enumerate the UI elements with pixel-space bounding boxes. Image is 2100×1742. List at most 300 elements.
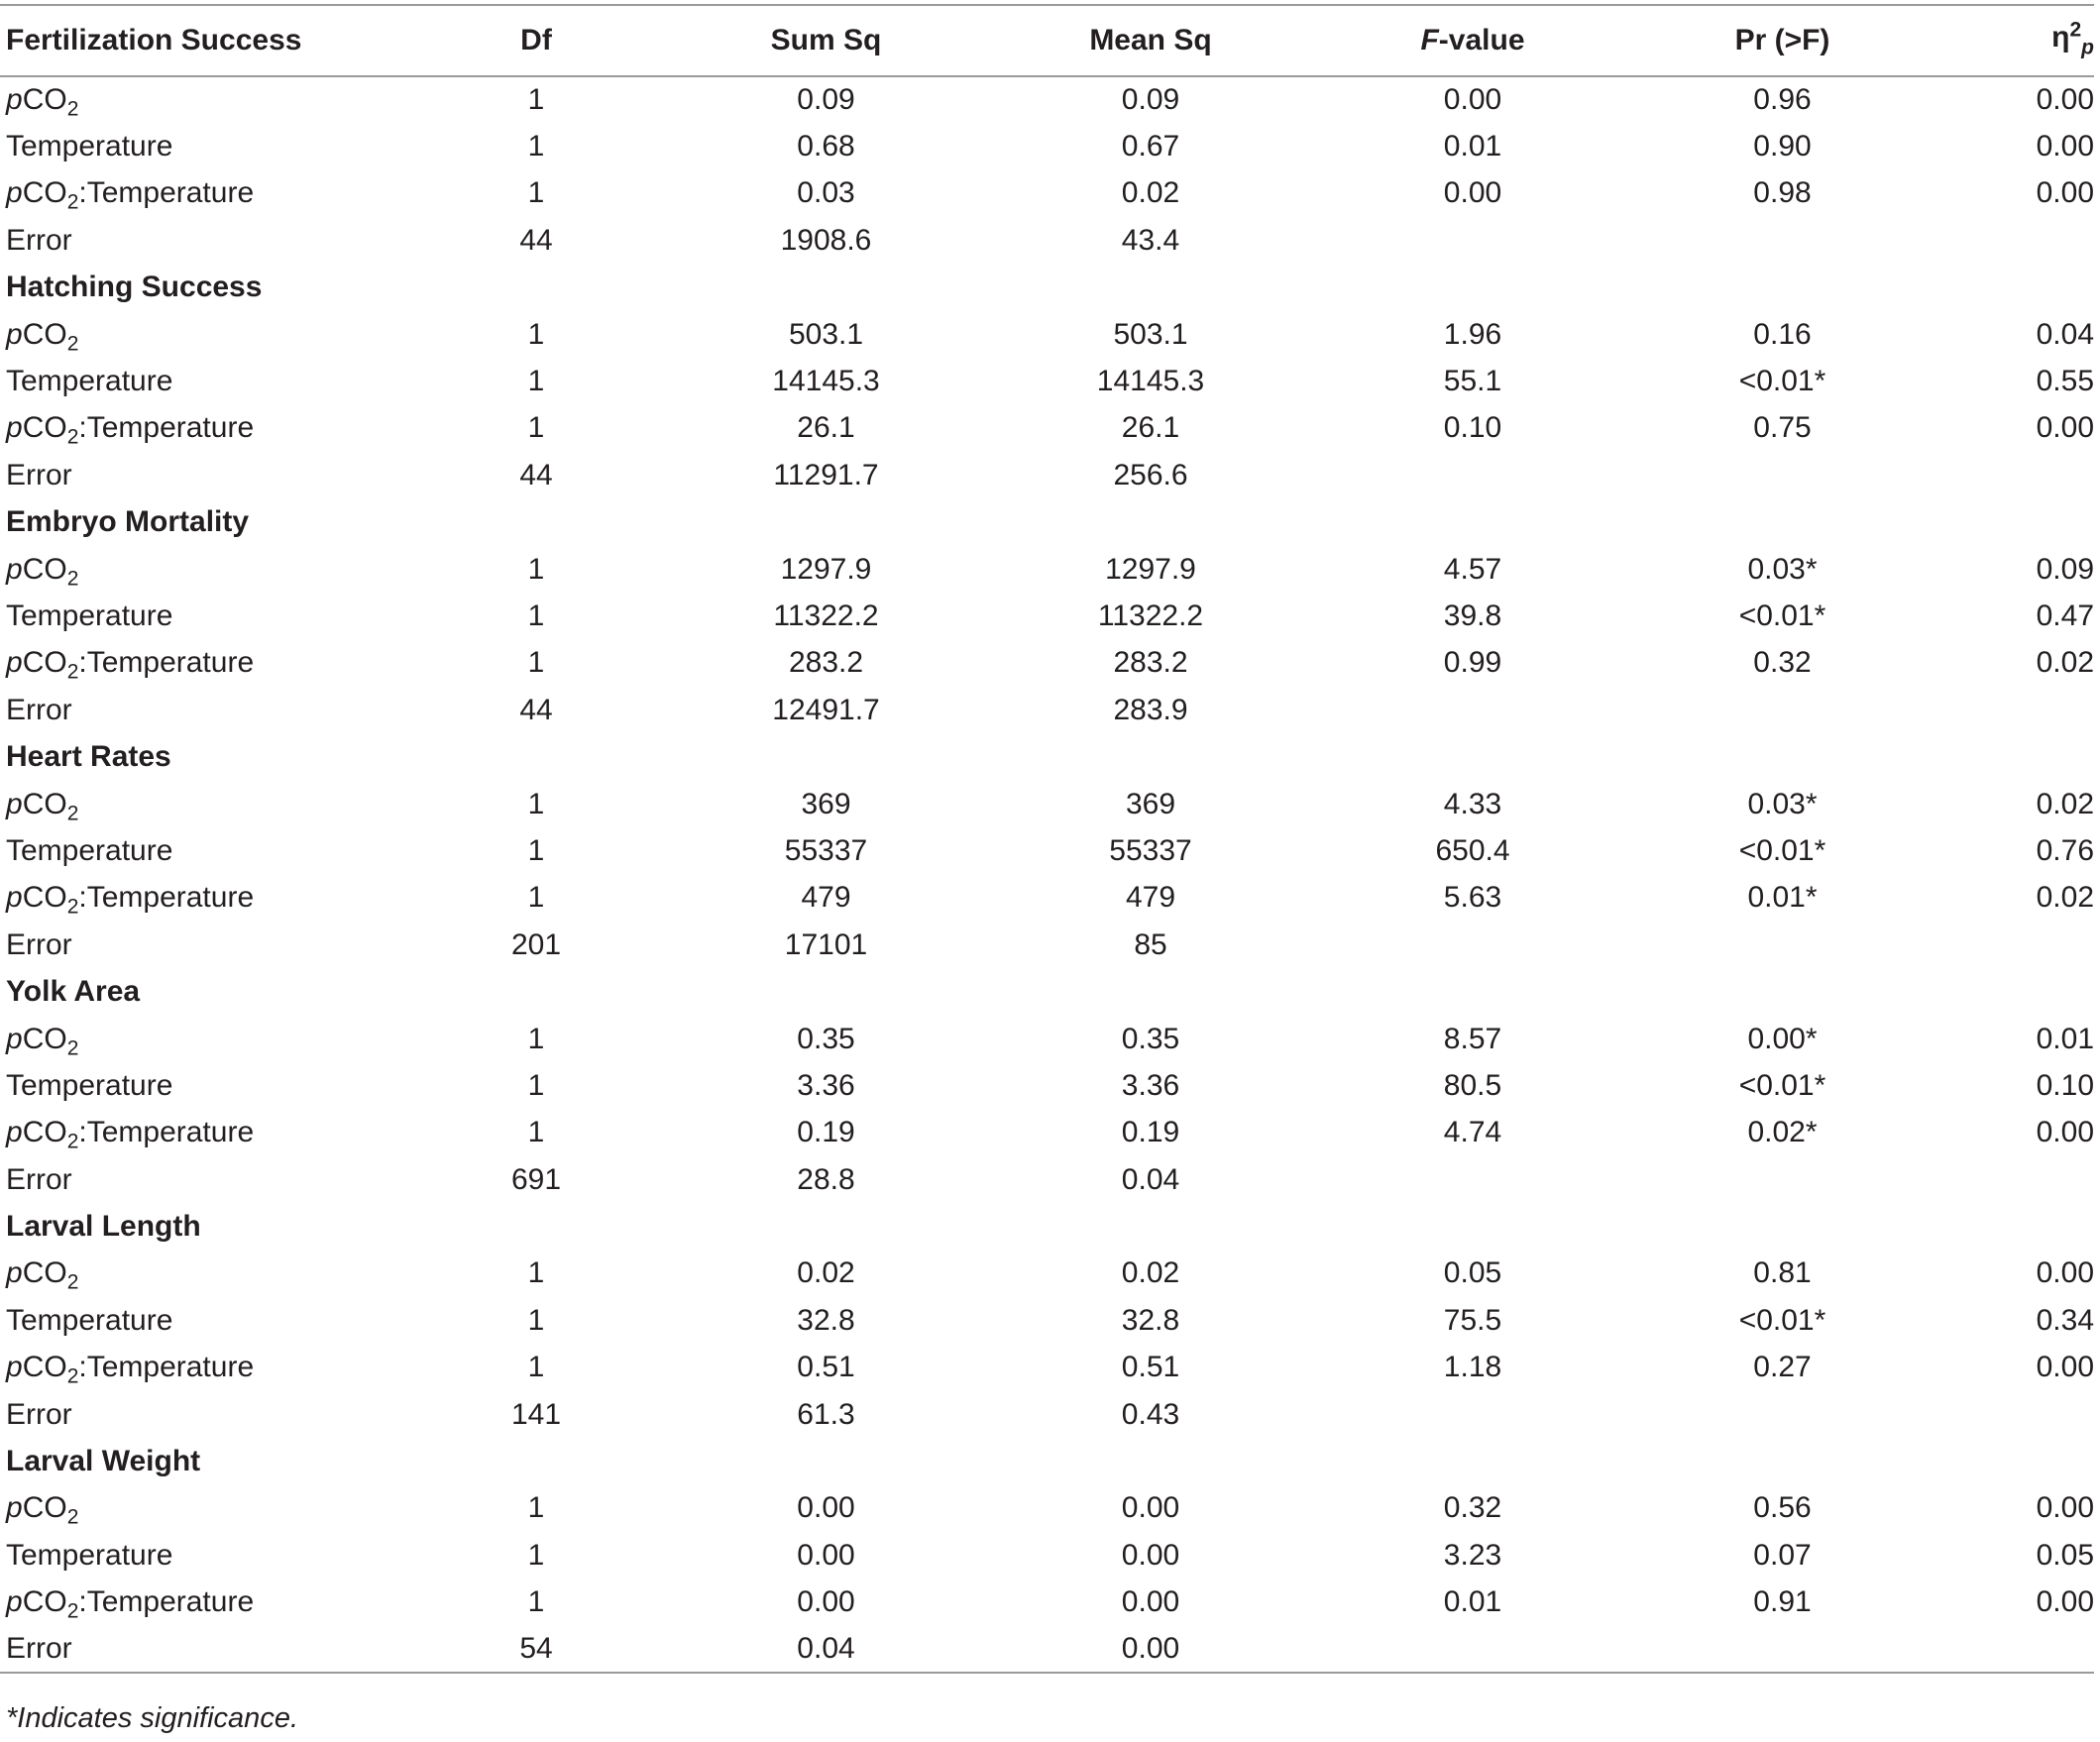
mean-sq-cell: 283.9 bbox=[1113, 693, 1188, 726]
term-subscript-2: 2 bbox=[66, 566, 79, 590]
table-row bbox=[0, 1156, 2094, 1203]
term-co: CO bbox=[22, 176, 67, 210]
pr-f-cell: 0.98 bbox=[1753, 176, 1812, 210]
eta-cell bbox=[1919, 1626, 2094, 1673]
sum-sq-cell: 1297.9 bbox=[780, 552, 872, 586]
term-interaction-suffix: :Temperature bbox=[78, 411, 255, 445]
df-cell: 1 bbox=[527, 646, 545, 680]
eta-cell: 0.47 bbox=[2036, 599, 2094, 632]
f-value-cell bbox=[1299, 1391, 1646, 1438]
f-value-cell: 4.74 bbox=[1443, 1116, 1502, 1149]
term-subscript-2: 2 bbox=[66, 801, 79, 824]
table-row bbox=[0, 922, 2094, 968]
term-subscript-2: 2 bbox=[66, 190, 79, 214]
group-title: Heart Rates bbox=[6, 740, 171, 774]
term-p-prefix: p bbox=[6, 1116, 23, 1149]
df-cell: 691 bbox=[510, 1162, 562, 1196]
term-subscript-2: 2 bbox=[66, 1270, 79, 1294]
pr-f-cell: 0.27 bbox=[1753, 1351, 1812, 1384]
table-row bbox=[0, 827, 2094, 874]
sum-sq-cell: 0.02 bbox=[797, 1256, 855, 1290]
df-cell: 1 bbox=[527, 787, 545, 820]
term-co: CO bbox=[22, 1022, 67, 1055]
group-header-row bbox=[0, 1438, 2094, 1484]
table-row bbox=[0, 1485, 2094, 1532]
mean-sq-cell: 0.04 bbox=[1121, 1162, 1180, 1196]
term-interaction-suffix: :Temperature bbox=[78, 1585, 255, 1619]
term-co: CO bbox=[22, 552, 67, 586]
sum-sq-cell: 11291.7 bbox=[773, 458, 879, 491]
sum-sq-cell: 369 bbox=[801, 787, 851, 820]
mean-sq-cell: 0.35 bbox=[1121, 1022, 1180, 1055]
eta-cell bbox=[1919, 687, 2094, 733]
sum-sq-cell: 0.09 bbox=[797, 83, 855, 117]
term-subscript-2: 2 bbox=[66, 331, 79, 355]
pr-f-cell: 0.02* bbox=[1747, 1116, 1818, 1149]
table-row bbox=[0, 1251, 2094, 1297]
eta-cell: 0.02 bbox=[2036, 646, 2094, 680]
sum-sq-cell: 1908.6 bbox=[780, 223, 872, 257]
eta-cell: 0.01 bbox=[2036, 1022, 2094, 1055]
term-subscript-2: 2 bbox=[66, 1035, 79, 1059]
sum-sq-cell: 0.35 bbox=[797, 1022, 855, 1055]
df-cell: 1 bbox=[527, 1303, 545, 1337]
f-value-cell bbox=[1299, 1626, 1646, 1673]
term-p-prefix: p bbox=[6, 1256, 23, 1290]
term-cell: Error bbox=[6, 1397, 72, 1431]
pr-f-cell: <0.01* bbox=[1738, 1068, 1826, 1102]
table-row bbox=[0, 358, 2094, 404]
eta-cell: 0.05 bbox=[2036, 1538, 2094, 1572]
sum-sq-cell: 0.19 bbox=[797, 1116, 855, 1149]
f-value-cell: 0.00 bbox=[1443, 176, 1502, 210]
df-cell: 1 bbox=[527, 881, 545, 915]
term-interaction-suffix: :Temperature bbox=[78, 1351, 255, 1384]
term-cell bbox=[0, 875, 422, 922]
sum-sq-cell: 61.3 bbox=[797, 1397, 855, 1431]
term-cell bbox=[0, 311, 422, 358]
eta-cell bbox=[1919, 922, 2094, 968]
f-value-cell bbox=[1299, 922, 1646, 968]
eta-cell: 0.00 bbox=[2036, 1351, 2094, 1384]
sum-sq-cell: 479 bbox=[801, 881, 851, 915]
term-cell: Error bbox=[6, 927, 72, 961]
mean-sq-cell: 0.19 bbox=[1121, 1116, 1180, 1149]
term-interaction-suffix: :Temperature bbox=[78, 176, 255, 210]
eta-cell: 0.00 bbox=[2036, 176, 2094, 210]
term-co: CO bbox=[22, 1491, 67, 1525]
table-body bbox=[0, 76, 2094, 1673]
df-cell: 1 bbox=[527, 176, 545, 210]
mean-sq-cell: 0.09 bbox=[1121, 83, 1180, 117]
header-df: Df bbox=[422, 5, 650, 76]
pr-f-cell: 0.07 bbox=[1753, 1538, 1812, 1572]
table-row bbox=[0, 593, 2094, 639]
mean-sq-cell: 32.8 bbox=[1121, 1303, 1180, 1337]
table-row bbox=[0, 875, 2094, 922]
sum-sq-cell: 0.03 bbox=[797, 176, 855, 210]
group-header-row bbox=[0, 499, 2094, 546]
mean-sq-cell: 55337 bbox=[1109, 833, 1192, 867]
term-cell: Temperature bbox=[6, 130, 173, 163]
term-co: CO bbox=[22, 1351, 67, 1384]
f-value-cell: 4.33 bbox=[1443, 787, 1502, 820]
table-footnote: *Indicates significance. bbox=[6, 1702, 298, 1734]
pr-f-cell: 0.90 bbox=[1753, 130, 1812, 163]
pr-f-cell: 0.91 bbox=[1753, 1585, 1812, 1619]
df-cell: 44 bbox=[519, 458, 553, 491]
term-cell bbox=[0, 1016, 422, 1062]
df-cell: 1 bbox=[527, 1351, 545, 1384]
eta-superscript: 2 bbox=[2069, 18, 2082, 42]
group-title: Larval Length bbox=[6, 1210, 201, 1244]
mean-sq-cell: 3.36 bbox=[1121, 1068, 1180, 1102]
term-p-prefix: p bbox=[6, 317, 23, 351]
term-subscript-2: 2 bbox=[66, 660, 79, 684]
pr-f-cell: <0.01* bbox=[1738, 599, 1826, 632]
pr-f-cell: 0.32 bbox=[1753, 646, 1812, 680]
pr-f-cell: 0.00* bbox=[1747, 1022, 1818, 1055]
term-subscript-2: 2 bbox=[66, 895, 79, 919]
term-co: CO bbox=[22, 1585, 67, 1619]
sum-sq-cell: 12491.7 bbox=[772, 693, 880, 726]
term-p-prefix: p bbox=[6, 1585, 23, 1619]
term-p-prefix: p bbox=[6, 411, 23, 445]
term-co: CO bbox=[22, 646, 67, 680]
f-value-cell bbox=[1299, 1156, 1646, 1203]
eta-subscript: p bbox=[2081, 36, 2094, 59]
f-value-cell: 1.96 bbox=[1443, 317, 1502, 351]
df-cell: 1 bbox=[527, 83, 545, 117]
eta-cell: 0.10 bbox=[2036, 1068, 2094, 1102]
term-cell bbox=[0, 1579, 422, 1626]
eta-cell: 0.02 bbox=[2036, 881, 2094, 915]
f-value-cell: 55.1 bbox=[1443, 365, 1502, 398]
df-cell: 1 bbox=[527, 130, 545, 163]
mean-sq-cell: 26.1 bbox=[1121, 411, 1180, 445]
df-cell: 44 bbox=[519, 223, 553, 257]
header-f-suffix: -value bbox=[1438, 24, 1525, 56]
table-row bbox=[0, 170, 2094, 217]
term-cell bbox=[0, 781, 422, 827]
term-cell: Temperature bbox=[6, 599, 173, 632]
mean-sq-cell: 503.1 bbox=[1113, 317, 1188, 351]
term-cell: Temperature bbox=[6, 1538, 173, 1572]
term-subscript-2: 2 bbox=[66, 97, 79, 121]
sum-sq-cell: 0.00 bbox=[797, 1585, 855, 1619]
f-value-cell: 1.18 bbox=[1443, 1351, 1502, 1384]
eta-cell: 0.00 bbox=[2036, 1585, 2094, 1619]
term-cell: Temperature bbox=[6, 365, 173, 398]
table-row bbox=[0, 1345, 2094, 1391]
mean-sq-cell: 0.00 bbox=[1002, 1626, 1299, 1673]
mean-sq-cell: 369 bbox=[1125, 787, 1176, 820]
term-interaction-suffix: :Temperature bbox=[78, 881, 255, 915]
sum-sq-cell: 32.8 bbox=[797, 1303, 855, 1337]
header-mean-sq: Mean Sq bbox=[1002, 5, 1299, 76]
eta-cell bbox=[1919, 452, 2094, 498]
eta-cell: 0.00 bbox=[2036, 83, 2094, 117]
pr-f-cell: <0.01* bbox=[1738, 1303, 1826, 1337]
pr-f-cell: <0.01* bbox=[1738, 365, 1826, 398]
term-cell: Temperature bbox=[6, 1068, 173, 1102]
f-value-cell bbox=[1299, 217, 1646, 264]
f-value-cell: 0.01 bbox=[1443, 1585, 1502, 1619]
pr-f-cell bbox=[1646, 922, 1919, 968]
df-cell: 1 bbox=[527, 1538, 545, 1572]
table-row bbox=[0, 1626, 2094, 1673]
term-subscript-2: 2 bbox=[66, 1505, 79, 1529]
df-cell: 1 bbox=[527, 1022, 545, 1055]
term-p-prefix: p bbox=[6, 552, 23, 586]
sum-sq-cell: 17101 bbox=[784, 927, 868, 961]
anova-table bbox=[0, 4, 2094, 1674]
table-row bbox=[0, 1297, 2094, 1344]
table-row bbox=[0, 123, 2094, 169]
header-pr-f: Pr (>F) bbox=[1646, 5, 1919, 76]
eta-cell: 0.04 bbox=[2036, 317, 2094, 351]
mean-sq-cell: 0.02 bbox=[1121, 1256, 1180, 1290]
mean-sq-cell: 0.00 bbox=[1121, 1538, 1180, 1572]
f-value-cell: 4.57 bbox=[1443, 552, 1502, 586]
table-row bbox=[0, 311, 2094, 358]
header-f-letter: F bbox=[1420, 24, 1439, 56]
term-co: CO bbox=[22, 1116, 67, 1149]
header-f-value bbox=[1299, 5, 1646, 76]
term-interaction-suffix: :Temperature bbox=[78, 646, 255, 680]
f-value-cell: 0.00 bbox=[1443, 83, 1502, 117]
f-value-cell: 80.5 bbox=[1443, 1068, 1502, 1102]
term-p-prefix: p bbox=[6, 787, 23, 820]
term-cell: Error bbox=[0, 1626, 422, 1673]
term-cell bbox=[0, 1485, 422, 1532]
sum-sq-cell: 11322.2 bbox=[773, 599, 879, 632]
table-row bbox=[0, 1532, 2094, 1579]
pr-f-cell bbox=[1646, 217, 1919, 264]
header-row bbox=[0, 5, 2094, 76]
df-cell: 1 bbox=[527, 552, 545, 586]
term-cell bbox=[0, 1110, 422, 1156]
sum-sq-cell: 28.8 bbox=[797, 1162, 855, 1196]
eta-cell: 0.34 bbox=[2036, 1303, 2094, 1337]
mean-sq-cell: 14145.3 bbox=[1096, 365, 1205, 398]
term-p-prefix: p bbox=[6, 646, 23, 680]
sum-sq-cell: 0.68 bbox=[797, 130, 855, 163]
pr-f-cell: 0.75 bbox=[1753, 411, 1812, 445]
f-value-cell: 3.23 bbox=[1443, 1538, 1502, 1572]
mean-sq-cell: 256.6 bbox=[1113, 458, 1188, 491]
sum-sq-cell: 26.1 bbox=[797, 411, 855, 445]
df-cell: 1 bbox=[527, 1068, 545, 1102]
table-row bbox=[0, 1391, 2094, 1438]
df-cell: 1 bbox=[527, 1116, 545, 1149]
f-value-cell bbox=[1299, 687, 1646, 733]
group-header-row bbox=[0, 1203, 2094, 1250]
mean-sq-cell: 11322.2 bbox=[1097, 599, 1204, 632]
pr-f-cell bbox=[1646, 1391, 1919, 1438]
term-cell bbox=[0, 546, 422, 593]
f-value-cell: 0.01 bbox=[1443, 130, 1502, 163]
header-eta-squared-partial bbox=[1919, 5, 2094, 76]
f-value-cell: 0.10 bbox=[1443, 411, 1502, 445]
table-row bbox=[0, 1062, 2094, 1109]
f-value-cell: 75.5 bbox=[1443, 1303, 1502, 1337]
mean-sq-cell: 0.02 bbox=[1121, 176, 1180, 210]
pr-f-cell: 0.01* bbox=[1747, 881, 1818, 915]
pr-f-cell: 0.03* bbox=[1747, 552, 1818, 586]
sum-sq-cell: 503.1 bbox=[788, 317, 864, 351]
group-title: Larval Weight bbox=[6, 1445, 201, 1478]
term-p-prefix: p bbox=[6, 1022, 23, 1055]
mean-sq-cell: 1297.9 bbox=[1105, 552, 1196, 586]
df-cell: 1 bbox=[527, 317, 545, 351]
term-co: CO bbox=[22, 411, 67, 445]
pr-f-cell: 0.03* bbox=[1747, 787, 1818, 820]
eta-cell bbox=[1919, 1391, 2094, 1438]
f-value-cell: 0.99 bbox=[1443, 646, 1502, 680]
term-subscript-2: 2 bbox=[66, 425, 79, 449]
eta-cell: 0.00 bbox=[2036, 1256, 2094, 1290]
term-cell: Error bbox=[6, 223, 72, 257]
term-cell: Error bbox=[6, 458, 72, 491]
group-header-row bbox=[0, 968, 2094, 1015]
table-row bbox=[0, 76, 2094, 123]
sum-sq-cell: 0.00 bbox=[797, 1491, 855, 1525]
group-header-row bbox=[0, 733, 2094, 780]
f-value-cell: 0.32 bbox=[1443, 1491, 1502, 1525]
df-cell: 1 bbox=[527, 365, 545, 398]
mean-sq-cell: 0.00 bbox=[1121, 1491, 1180, 1525]
term-cell bbox=[0, 405, 422, 452]
sum-sq-cell: 283.2 bbox=[788, 646, 864, 680]
table-header bbox=[0, 5, 2094, 76]
eta-cell: 0.09 bbox=[2036, 552, 2094, 586]
table-row bbox=[0, 217, 2094, 264]
term-cell bbox=[0, 640, 422, 687]
term-p-prefix: p bbox=[6, 176, 23, 210]
group-header-row bbox=[0, 265, 2094, 311]
pr-f-cell: 0.56 bbox=[1753, 1491, 1812, 1525]
term-cell bbox=[0, 76, 422, 123]
eta-cell: 0.76 bbox=[2036, 833, 2094, 867]
group-title: Hatching Success bbox=[6, 271, 263, 304]
df-cell: 1 bbox=[527, 1491, 545, 1525]
table-row bbox=[0, 1579, 2094, 1626]
term-p-prefix: p bbox=[6, 881, 23, 915]
header-sum-sq: Sum Sq bbox=[650, 5, 1002, 76]
df-cell: 141 bbox=[510, 1397, 562, 1431]
table-row bbox=[0, 781, 2094, 827]
header-fertilization-success: Fertilization Success bbox=[0, 5, 422, 76]
term-cell: Error bbox=[6, 693, 72, 726]
df-cell: 1 bbox=[527, 1256, 545, 1290]
pr-f-cell: 0.16 bbox=[1753, 317, 1812, 351]
term-p-prefix: p bbox=[6, 83, 23, 117]
mean-sq-cell: 43.4 bbox=[1121, 223, 1180, 257]
term-cell bbox=[0, 170, 422, 217]
f-value-cell: 39.8 bbox=[1443, 599, 1502, 632]
sum-sq-cell: 0.51 bbox=[797, 1351, 855, 1384]
term-subscript-2: 2 bbox=[66, 1130, 79, 1153]
f-value-cell: 5.63 bbox=[1443, 881, 1502, 915]
eta-cell bbox=[1919, 1156, 2094, 1203]
table-row bbox=[0, 1016, 2094, 1062]
mean-sq-cell: 0.51 bbox=[1121, 1351, 1180, 1384]
term-cell: Temperature bbox=[6, 1303, 173, 1337]
mean-sq-cell: 85 bbox=[1134, 927, 1167, 961]
df-cell: 54 bbox=[422, 1626, 650, 1673]
eta-cell: 0.55 bbox=[2036, 365, 2094, 398]
eta-cell: 0.00 bbox=[2036, 1491, 2094, 1525]
df-cell: 44 bbox=[519, 693, 553, 726]
pr-f-cell: 0.81 bbox=[1753, 1256, 1812, 1290]
term-co: CO bbox=[22, 881, 67, 915]
f-value-cell: 8.57 bbox=[1443, 1022, 1502, 1055]
eta-symbol: η bbox=[2051, 21, 2070, 54]
term-co: CO bbox=[22, 83, 67, 117]
f-value-cell: 0.05 bbox=[1443, 1256, 1502, 1290]
pr-f-cell bbox=[1646, 452, 1919, 498]
df-cell: 1 bbox=[527, 1585, 545, 1619]
table-row bbox=[0, 452, 2094, 498]
term-co: CO bbox=[22, 787, 67, 820]
sum-sq-cell: 0.04 bbox=[650, 1626, 1002, 1673]
sum-sq-cell: 0.00 bbox=[797, 1538, 855, 1572]
mean-sq-cell: 479 bbox=[1125, 881, 1176, 915]
term-co: CO bbox=[22, 1256, 67, 1290]
group-title: Yolk Area bbox=[6, 975, 141, 1009]
term-cell bbox=[0, 1251, 422, 1297]
f-value-cell: 650.4 bbox=[1435, 833, 1510, 867]
term-subscript-2: 2 bbox=[66, 1364, 79, 1388]
term-cell: Error bbox=[6, 1162, 72, 1196]
sum-sq-cell: 3.36 bbox=[797, 1068, 855, 1102]
df-cell: 1 bbox=[527, 411, 545, 445]
mean-sq-cell: 0.67 bbox=[1121, 130, 1180, 163]
df-cell: 1 bbox=[527, 599, 545, 632]
pr-f-cell: <0.01* bbox=[1738, 833, 1826, 867]
pr-f-cell bbox=[1646, 1156, 1919, 1203]
sum-sq-cell: 55337 bbox=[784, 833, 868, 867]
mean-sq-cell: 0.00 bbox=[1121, 1585, 1180, 1619]
term-cell: Temperature bbox=[6, 833, 173, 867]
eta-cell: 0.00 bbox=[2036, 1116, 2094, 1149]
term-subscript-2: 2 bbox=[66, 1599, 79, 1623]
f-value-cell bbox=[1299, 452, 1646, 498]
mean-sq-cell: 0.43 bbox=[1121, 1397, 1180, 1431]
term-co: CO bbox=[22, 317, 67, 351]
eta-cell bbox=[1919, 217, 2094, 264]
table-row bbox=[0, 405, 2094, 452]
df-cell: 201 bbox=[510, 927, 562, 961]
term-interaction-suffix: :Temperature bbox=[78, 1116, 255, 1149]
table-row bbox=[0, 640, 2094, 687]
term-p-prefix: p bbox=[6, 1351, 23, 1384]
pr-f-cell bbox=[1646, 1626, 1919, 1673]
eta-cell: 0.00 bbox=[2036, 411, 2094, 445]
term-p-prefix: p bbox=[6, 1491, 23, 1525]
df-cell: 1 bbox=[527, 833, 545, 867]
pr-f-cell bbox=[1646, 687, 1919, 733]
group-title: Embryo Mortality bbox=[6, 505, 250, 539]
eta-cell: 0.00 bbox=[2036, 130, 2094, 163]
table-row bbox=[0, 546, 2094, 593]
sum-sq-cell: 14145.3 bbox=[772, 365, 880, 398]
term-cell bbox=[0, 1345, 422, 1391]
table-row bbox=[0, 687, 2094, 733]
pr-f-cell: 0.96 bbox=[1753, 83, 1812, 117]
eta-cell: 0.02 bbox=[2036, 787, 2094, 820]
